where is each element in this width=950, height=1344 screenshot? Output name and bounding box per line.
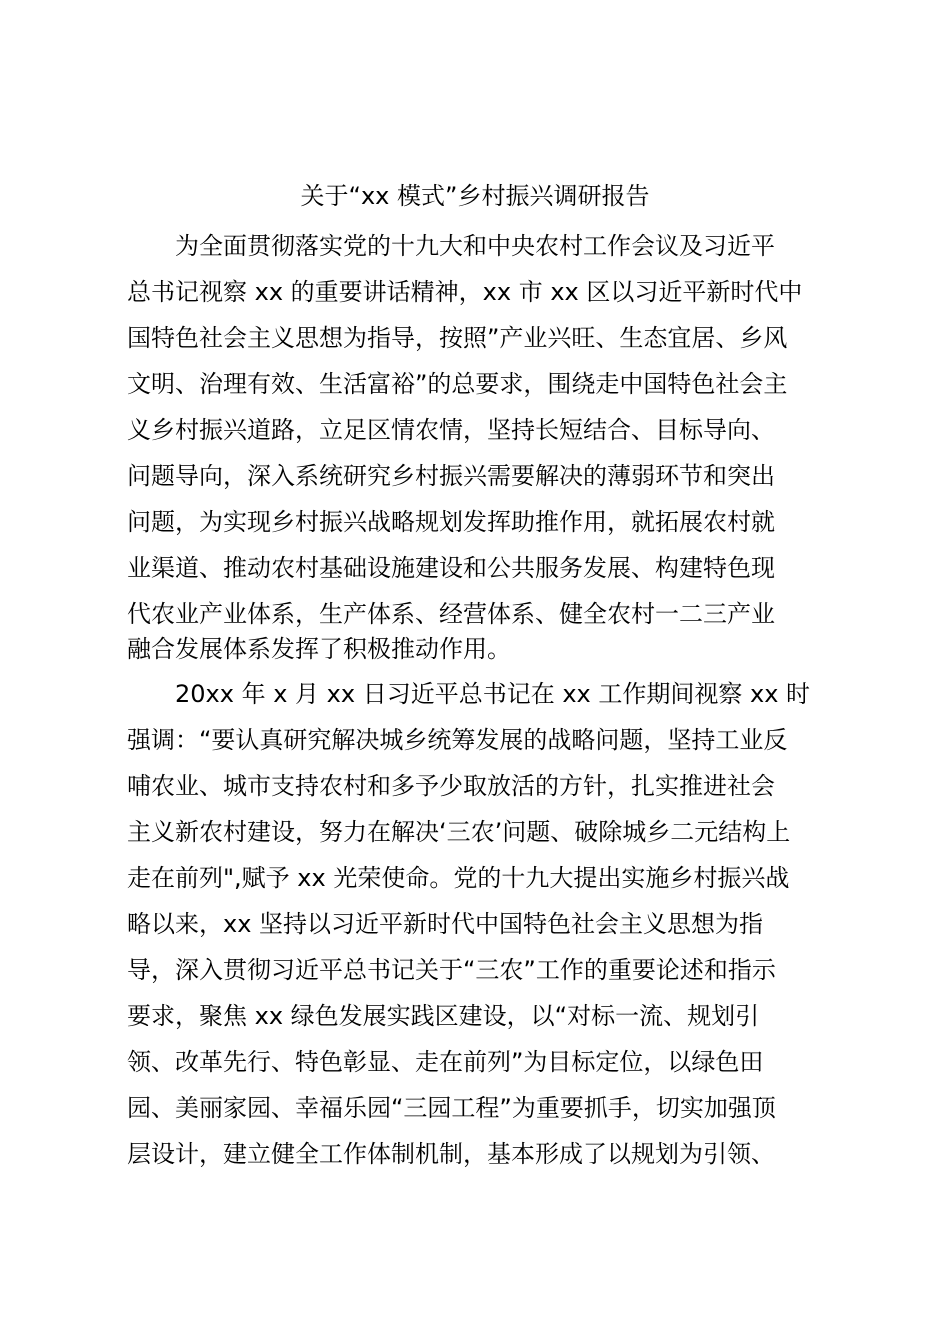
paragraph-1-line: 业渠道、推动农村基础设施建设和公共服务发展、构建特色现: [127, 554, 775, 582]
paragraph-2-line: 层设计，建立健全工作体制机制，基本形成了以规划为引领、: [127, 1140, 775, 1168]
paragraph-2-line: 要求，聚焦 xx 绿色发展实践区建设，以“对标一流、规划引: [127, 1002, 760, 1030]
paragraph-2-line: 强调：“要认真研究解决城乡统筹发展的战略问题，坚持工业反: [127, 726, 788, 754]
paragraph-2-line: 20xx 年 x 月 xx 日习近平总书记在 xx 工作期间视察 xx 时: [127, 680, 811, 708]
paragraph-2-line: 略以来，xx 坚持以习近平新时代中国特色社会主义思想为指: [127, 910, 764, 938]
paragraph-2-line: 园、美丽家园、幸福乐园“三园工程”为重要抓手，切实加强顶: [127, 1094, 776, 1122]
paragraph-1-line: 国特色社会主义思想为指导，按照”产业兴旺、生态宜居、乡风: [127, 324, 788, 352]
paragraph-2-line: 导，深入贯彻习近平总书记关于“三农”工作的重要论述和指示: [127, 956, 776, 984]
paragraph-1-line: 代农业产业体系，生产体系、经营体系、健全农村一二三产业: [127, 600, 775, 628]
paragraph-2-line: 走在前列",赋予 xx 光荣使命。党的十九大提出实施乡村振兴战: [127, 864, 790, 892]
paragraph-1-line: 问题导向，深入系统研究乡村振兴需要解决的薄弱环节和突出: [127, 462, 775, 490]
paragraph-1-line: 文明、治理有效、生活富裕”的总要求，围绕走中国特色社会主: [127, 370, 788, 398]
paragraph-2-line: 主义新农村建设，努力在解决‘三农’问题、破除城乡二元结构上: [127, 818, 791, 846]
paragraph-1-line: 问题，为实现乡村振兴战略规划发挥助推作用，就拓展农村就: [127, 508, 775, 536]
paragraph-2-line: 哺农业、城市支持农村和多予少取放活的方针，扎实推进社会: [127, 772, 775, 800]
paragraph-1-line: 总书记视察 xx 的重要讲话精神，xx 市 xx 区以习近平新时代中: [127, 278, 803, 306]
paragraph-1-line: 为全面贯彻落实党的十九大和中央农村工作会议及习近平: [127, 232, 775, 260]
paragraph-1-line: 融合发展体系发挥了积极推动作用。: [127, 635, 511, 663]
document-title: 关于“xx 模式”乡村振兴调研报告: [300, 182, 650, 210]
paragraph-1-line: 义乡村振兴道路，立足区情农情，坚持长短结合、目标导向、: [127, 416, 775, 444]
paragraph-2-line: 领、改革先行、特色彰显、走在前列”为目标定位，以绿色田: [127, 1048, 764, 1076]
